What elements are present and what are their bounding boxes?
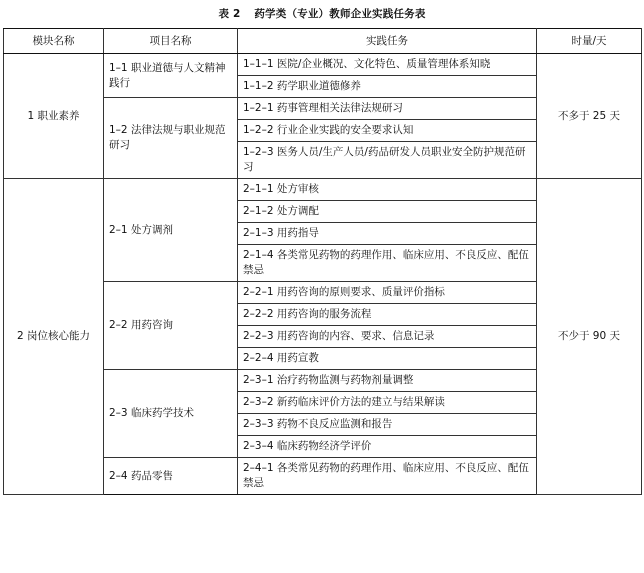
- task-cell: 2–4–1 各类常见药物的药理作用、临床应用、不良反应、配伍禁忌: [238, 458, 537, 495]
- task-cell: 2–1–1 处方审核: [238, 179, 537, 201]
- module-name: 2 岗位核心能力: [4, 179, 104, 495]
- table-caption: [0, 6, 644, 21]
- item-name: 2–3 临床药学技术: [104, 370, 238, 458]
- task-cell: 2–2–4 用药宣教: [238, 348, 537, 370]
- task-cell: 2–1–4 各类常见药物的药理作用、临床应用、不良反应、配伍禁忌: [238, 245, 537, 282]
- header-module: 模块名称: [4, 29, 104, 54]
- task-cell: 2–3–2 新药临床评价方法的建立与结果解读: [238, 392, 537, 414]
- task-cell: 2–3–1 治疗药物监测与药物剂量调整: [238, 370, 537, 392]
- task-cell: 2–2–1 用药咨询的原则要求、质量评价指标: [238, 282, 537, 304]
- item-name: 2–4 药品零售: [104, 458, 238, 495]
- task-cell: 1–2–3 医务人员/生产人员/药品研发人员职业安全防护规范研习: [238, 142, 537, 179]
- task-cell: 2–1–3 用药指导: [238, 223, 537, 245]
- task-cell: 1–2–2 行业企业实践的安全要求认知: [238, 120, 537, 142]
- table-title: 药学类（专业）教师企业实践任务表: [254, 8, 426, 20]
- practice-task-table: [3, 28, 642, 495]
- task-cell: 1–2–1 药事管理相关法律法规研习: [238, 98, 537, 120]
- module-name: 1 职业素养: [4, 54, 104, 179]
- item-name: 2–1 处方调剂: [104, 179, 238, 282]
- task-cell: 2–2–3 用药咨询的内容、要求、信息记录: [238, 326, 537, 348]
- header-item: 项目名称: [104, 29, 238, 54]
- task-cell: 2–3–3 药物不良反应监测和报告: [238, 414, 537, 436]
- item-name: 1–2 法律法规与职业规范研习: [104, 98, 238, 179]
- item-name: 2–2 用药咨询: [104, 282, 238, 370]
- item-name: 1–1 职业道德与人文精神践行: [104, 54, 238, 98]
- task-cell: 2–3–4 临床药物经济学评价: [238, 436, 537, 458]
- table-row: [4, 179, 642, 201]
- task-cell: 2–1–2 处方调配: [238, 201, 537, 223]
- task-cell: 2–2–2 用药咨询的服务流程: [238, 304, 537, 326]
- task-cell: 1–1–2 药学职业道德修养: [238, 76, 537, 98]
- header-task: 实践任务: [238, 29, 537, 54]
- header-time: 时量/天: [537, 29, 642, 54]
- time-cell: 不少于 90 天: [537, 179, 642, 495]
- time-cell: 不多于 25 天: [537, 54, 642, 179]
- header-row: [4, 29, 642, 54]
- task-cell: 1–1–1 医院/企业概况、文化特色、质量管理体系知晓: [238, 54, 537, 76]
- table-row: [4, 54, 642, 76]
- table-number: 表 2: [218, 8, 241, 20]
